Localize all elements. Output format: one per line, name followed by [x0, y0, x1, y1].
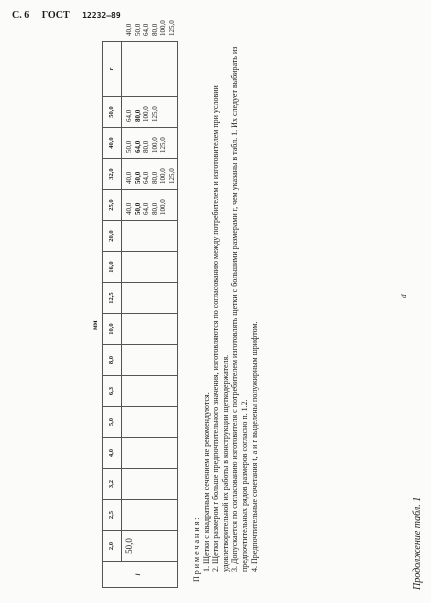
- rotated-page-content: [12, 20, 423, 590]
- value-cell: [122, 42, 178, 97]
- d-header-cell: 25,0: [103, 190, 122, 221]
- d-header-cell: 3,2: [103, 469, 122, 500]
- d-header-cell: 40,0: [103, 128, 122, 159]
- r-value: 125,0: [150, 106, 159, 122]
- r-value: 64,0: [125, 109, 133, 122]
- d-header-cell: 10,0: [103, 314, 122, 345]
- notes-title: Примечания:: [192, 515, 201, 582]
- d-header-cell: 16,0: [103, 252, 122, 283]
- r-header-cell: r: [103, 42, 122, 97]
- d-header-cell: 8,0: [103, 345, 122, 376]
- r-value: 50,0: [125, 140, 133, 153]
- value-cell: [122, 500, 178, 531]
- row-value-l: 50,0: [122, 531, 178, 562]
- r-value: 80,0: [150, 171, 159, 184]
- d-header-cell: 12,5: [103, 283, 122, 314]
- value-cell: [122, 469, 178, 500]
- value-cell: [122, 283, 178, 314]
- d-header-cell: 4,0: [103, 438, 122, 469]
- note-2: 2. Щетки размером r больше предпочтительного значения, изготовляются по согласованию между потребителем и изготовителем при условии удовлетворительной их работы в конструкции щеткодержателя.: [211, 85, 230, 572]
- r-value: 40,0: [125, 202, 133, 215]
- note-4: 4. Предпочтительные сочетания t, a и r выделены полужирным шрифтом.: [249, 321, 259, 572]
- r-value: 40,0: [125, 171, 133, 184]
- r-value: 100,0: [159, 199, 168, 215]
- page-number: С. 6: [12, 10, 30, 21]
- value-cell: [122, 221, 178, 252]
- r-value: 64,0: [133, 140, 142, 153]
- data-row: 50,0 40,0 50,0 64,0 80,0 100,0 40,0 50,0 64,0 80,0 100,0 125,0 50,0 64,0 80,0 100,0 125,0 64,0 80,0 100,0 125,0 40,0 50,0 64,0 80,0 100,0 125,0: [122, 42, 178, 588]
- page-header: [12, 10, 121, 21]
- notes-block: [192, 42, 259, 582]
- d-header-cell: 50,0: [103, 97, 122, 128]
- value-cell: [122, 252, 178, 283]
- r-value: 80,0: [133, 109, 142, 122]
- d-header-cell: 20,0: [103, 221, 122, 252]
- row-label-l: l: [103, 562, 178, 588]
- value-cell: [122, 159, 178, 190]
- value-cell: [122, 314, 178, 345]
- value-cell: [122, 97, 178, 128]
- standard-label: ГОСТ: [41, 10, 70, 21]
- d-header-cell: 2,5: [103, 500, 122, 531]
- value-cell: [122, 407, 178, 438]
- r-value: 64,0: [142, 171, 151, 184]
- d-group-label: d: [400, 294, 408, 298]
- value-cell: [122, 345, 178, 376]
- d-header-cell: 6,3: [103, 376, 122, 407]
- value-cell: [122, 376, 178, 407]
- table-continuation-title: Продолжение табл. 1: [412, 496, 423, 590]
- note-3: 3. Допускается по согласованию изготовителя с потребителем изготовлять щетки с большими размерами r, чем указаны в табл. 1. Их следует выбирать из предпочтительных рядов размеров согласно п. 1.2.: [230, 46, 249, 572]
- r-value: 125,0: [167, 168, 176, 184]
- value-cell: [122, 190, 178, 221]
- r-value: 80,0: [150, 202, 159, 215]
- standard-number: 12232—89: [82, 11, 121, 20]
- units-label: мм: [91, 320, 99, 330]
- note-1: 1. Щетки с квадратным сечением не рекомендуются.: [201, 392, 211, 572]
- r-value: 50,0: [133, 202, 142, 215]
- r-value: 125,0: [159, 137, 168, 153]
- r-value: 100,0: [159, 168, 168, 184]
- value-cell: [122, 128, 178, 159]
- r-value: 100,0: [150, 137, 159, 153]
- d-header-cell: 2,0: [103, 531, 122, 562]
- r-value: 64,0: [142, 202, 151, 215]
- d-header-cell: 32,0: [103, 159, 122, 190]
- r-value: 100,0: [142, 106, 151, 122]
- value-cell: [122, 438, 178, 469]
- r-value: 50,0: [133, 171, 142, 184]
- header-row: [103, 42, 122, 588]
- r-value: 80,0: [142, 140, 151, 153]
- d-header-cell: 5,0: [103, 407, 122, 438]
- dimensions-table: [102, 20, 178, 588]
